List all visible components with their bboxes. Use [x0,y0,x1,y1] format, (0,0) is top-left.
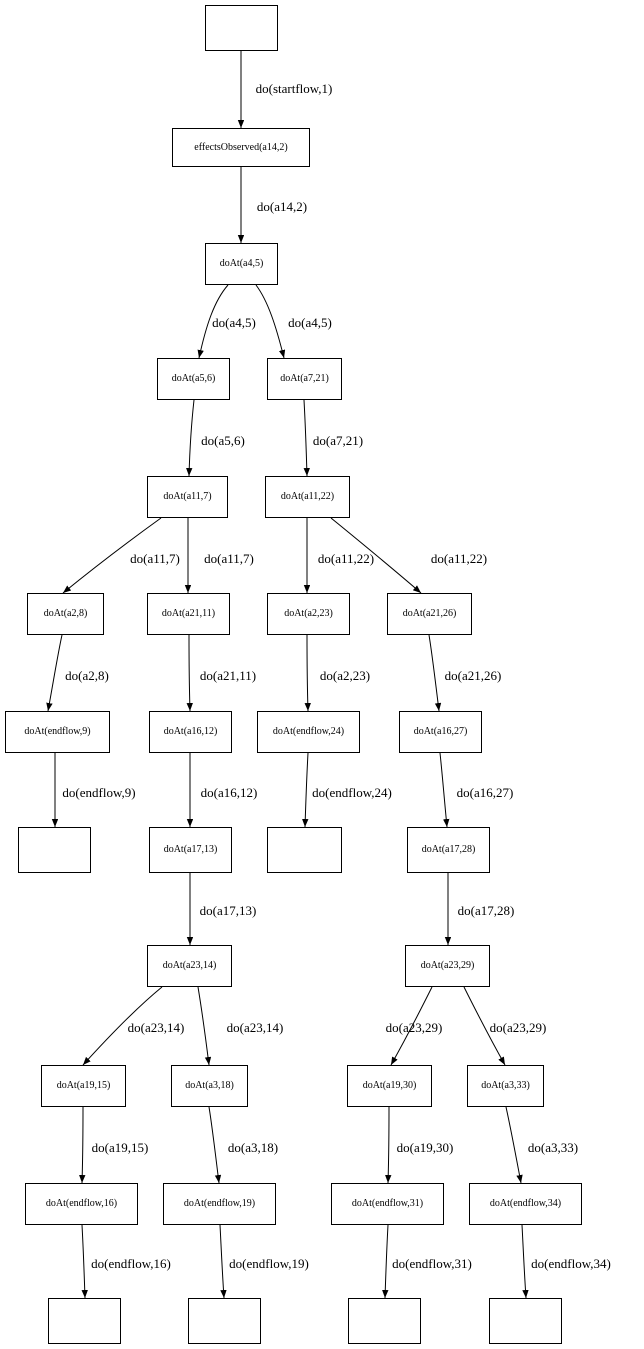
graph-node: doAt(endflow,19) [163,1183,276,1225]
edge-label: do(a5,6) [201,433,245,448]
edge-label: do(a11,7) [130,551,180,566]
graph-node: doAt(a5,6) [157,358,230,400]
edge-label: do(a23,14) [127,1020,185,1035]
graph-node: doAt(a23,14) [147,945,232,987]
edge-label: do(a11,7) [204,551,254,566]
edge-label: do(a19,15) [91,1140,149,1155]
edge-label: do(a16,27) [456,785,514,800]
graph-edge [385,1225,388,1298]
edge-label: do(a19,30) [396,1140,454,1155]
graph-node: doAt(a7,21) [267,358,342,400]
graph-node-empty [205,5,278,51]
graph-edge [388,1107,389,1183]
graph-node: doAt(endflow,31) [331,1183,444,1225]
graph-node: doAt(endflow,9) [5,711,110,753]
graph-node: doAt(a23,29) [405,945,490,987]
graph-edge [82,1107,83,1183]
graph-edge [48,635,62,711]
graph-node-empty [267,827,342,873]
edge-label: do(a23,29) [385,1020,443,1035]
graph-node: doAt(endflow,24) [257,711,360,753]
edge-label: do(a4,5) [212,315,256,330]
graph-node: doAt(endflow,34) [469,1183,582,1225]
edge-label: do(endflow,31) [392,1256,472,1271]
edge-label: do(a21,11) [199,668,257,683]
graph-edge [440,753,447,827]
graph-node: doAt(a19,15) [41,1065,126,1107]
edge-label: do(a17,13) [199,903,257,918]
edge-label: do(a14,2) [256,199,308,214]
graph-edge [220,1225,224,1298]
edge-label: do(endflow,19) [229,1256,309,1271]
graph-node: doAt(a4,5) [205,243,278,285]
edge-label: do(a11,22) [430,551,488,566]
graph-node: doAt(a17,28) [407,827,490,873]
graph-edge [189,635,190,711]
graph-node: doAt(a11,22) [265,476,350,518]
graph-node: doAt(a2,23) [267,593,350,635]
edge-label: do(a7,21) [312,433,364,448]
graph-node-empty [348,1298,421,1344]
graph-node-empty [48,1298,121,1344]
graph-node: doAt(a16,12) [149,711,232,753]
graph-node: doAt(a11,7) [147,476,228,518]
graph-node: doAt(a21,26) [387,593,472,635]
edge-label: do(startflow,1) [255,81,333,96]
edge-label: do(a23,14) [226,1020,284,1035]
graph-node-empty [489,1298,562,1344]
edge-label: do(a4,5) [288,315,332,330]
graph-edge [429,635,439,711]
graph-node: effectsObserved(a14,2) [172,128,310,167]
edge-label: do(a2,8) [65,668,109,683]
graph-edge [82,1225,85,1298]
edge-label: do(a3,18) [227,1140,279,1155]
graph-edge [522,1225,526,1298]
edge-label: do(a17,28) [457,903,515,918]
graph-edge [209,1107,219,1183]
graph-node: doAt(a19,30) [347,1065,432,1107]
graph-node: doAt(a3,18) [171,1065,248,1107]
graph-edge [304,400,307,476]
graph-edge [189,400,194,476]
graph-edge [305,753,308,827]
edge-label: do(a3,33) [527,1140,579,1155]
graph-edge [506,1107,521,1183]
graph-node: doAt(endflow,16) [25,1183,138,1225]
graph-node-empty [188,1298,261,1344]
graph-edge [198,987,209,1065]
edge-label: do(a23,29) [489,1020,547,1035]
graph-node: doAt(a16,27) [399,711,482,753]
graph-node: doAt(a17,13) [149,827,232,873]
edge-label: do(a21,26) [444,668,502,683]
graph-node-empty [18,827,91,873]
edge-label: do(a2,23) [319,668,371,683]
graph-edge [307,635,308,711]
graph-node: doAt(a2,8) [27,593,104,635]
edge-label: do(a16,12) [200,785,258,800]
edge-label: do(endflow,16) [91,1256,171,1271]
edge-label: do(endflow,9) [62,785,136,800]
edge-label: do(endflow,24) [312,785,392,800]
graph-node: doAt(a3,33) [467,1065,544,1107]
edge-label: do(endflow,34) [531,1256,611,1271]
graph-edge [256,285,284,358]
edge-label: do(a11,22) [317,551,375,566]
graph-node: doAt(a21,11) [147,593,230,635]
